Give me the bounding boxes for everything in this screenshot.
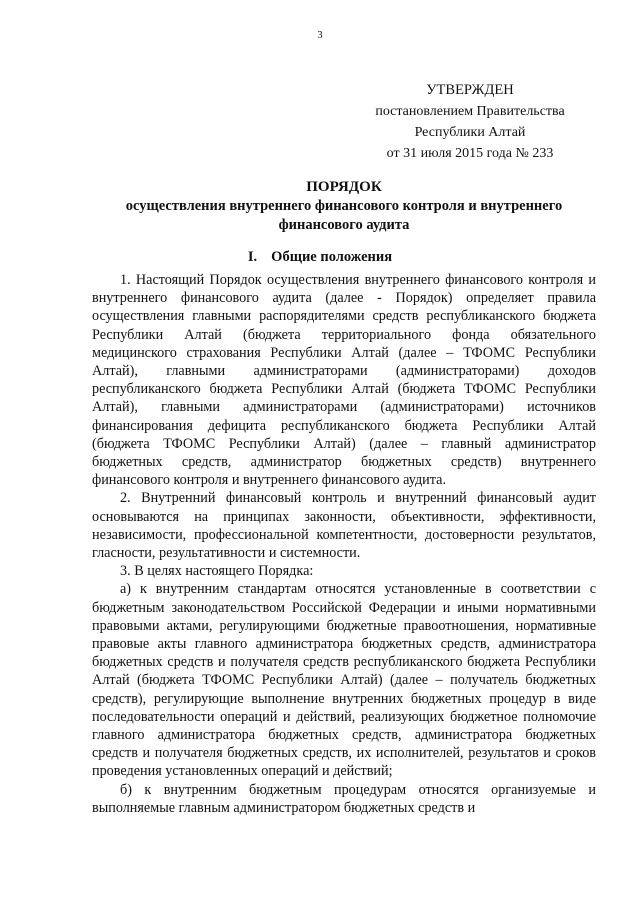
- section-title: Общие положения: [271, 249, 393, 265]
- approval-line-3: от 31 июля 2015 года № 233: [386, 146, 554, 161]
- section-number: I.: [247, 249, 258, 265]
- approval-line-1: постановлением Правительства: [375, 104, 565, 119]
- paragraph-2: 2. Внутренний финансовый контроль и внутренний финансовый аудит основываются на принципах законности, объективности, эффективности, независимости, профессиональной компетентности, достоверности результатов, гласности, результативности и системности.: [92, 490, 596, 562]
- paragraph-3b: б) к внутренним бюджетным процедурам относятся организуемые и выполняемые главным администратором бюджетных средств и: [92, 781, 596, 816]
- approval-heading: УТВЕРЖДЕН: [426, 82, 514, 98]
- document-title: [92, 178, 596, 235]
- page-number: 3: [317, 30, 323, 41]
- approval-stamp: [360, 80, 580, 164]
- title-subtitle: осуществления внутреннего финансового контроля и внутреннего финансового аудита: [125, 198, 563, 233]
- section-heading: [0, 249, 640, 266]
- title-main: ПОРЯДОК: [306, 179, 382, 195]
- paragraph-3: 3. В целях настоящего Порядка:: [120, 563, 314, 580]
- approval-line-2: Республики Алтай: [414, 125, 526, 140]
- paragraph-1: 1. Настоящий Порядок осуществления внутреннего финансового контроля и внутреннего финансового аудита (далее - Порядок) определяет правила осуществления главными распорядителями средств республиканского бюджета Республики Алтай (бюджета территориального фонда обязательного медицинского страхования Республики Алтай (далее – ТФОМС Республики Алтай), главными администраторами (администраторами) доходов республиканского бюджета Республики Алтай (бюджета ТФОМС Республики Алтай), главными администраторами (администраторами) источников финансирования дефицита республиканского бюджета Республики Алтай (бюджета ТФОМС Республики Алтай) (далее – главный администратор бюджетных средств, администратор бюджетных средств) внутреннего финансового контроля и внутреннего финансового аудита.: [92, 272, 596, 489]
- document-body: [92, 271, 596, 817]
- paragraph-3a: а) к внутренним стандартам относятся установленные в соответствии с бюджетным законодательством Российской Федерации и иными нормативными правовыми актами, регулирующими бюджетные правоотношения, нормативные правовые акты главного администратора бюджетных средств, администратора бюджетных средств и получателя средств республиканского бюджета Республики Алтай (бюджета ТФОМС Республики Алтай) (далее – получатель бюджетных средств), регулирующие выполнение внутренних бюджетных процедур в виде последовательности операций и действий, реализующих бюджетное полномочие главного администратора бюджетных средств, администратора бюджетных средств и получателя бюджетных средств, их исполнителей, результатов и сроков проведения установленных операций и действий;: [92, 581, 596, 780]
